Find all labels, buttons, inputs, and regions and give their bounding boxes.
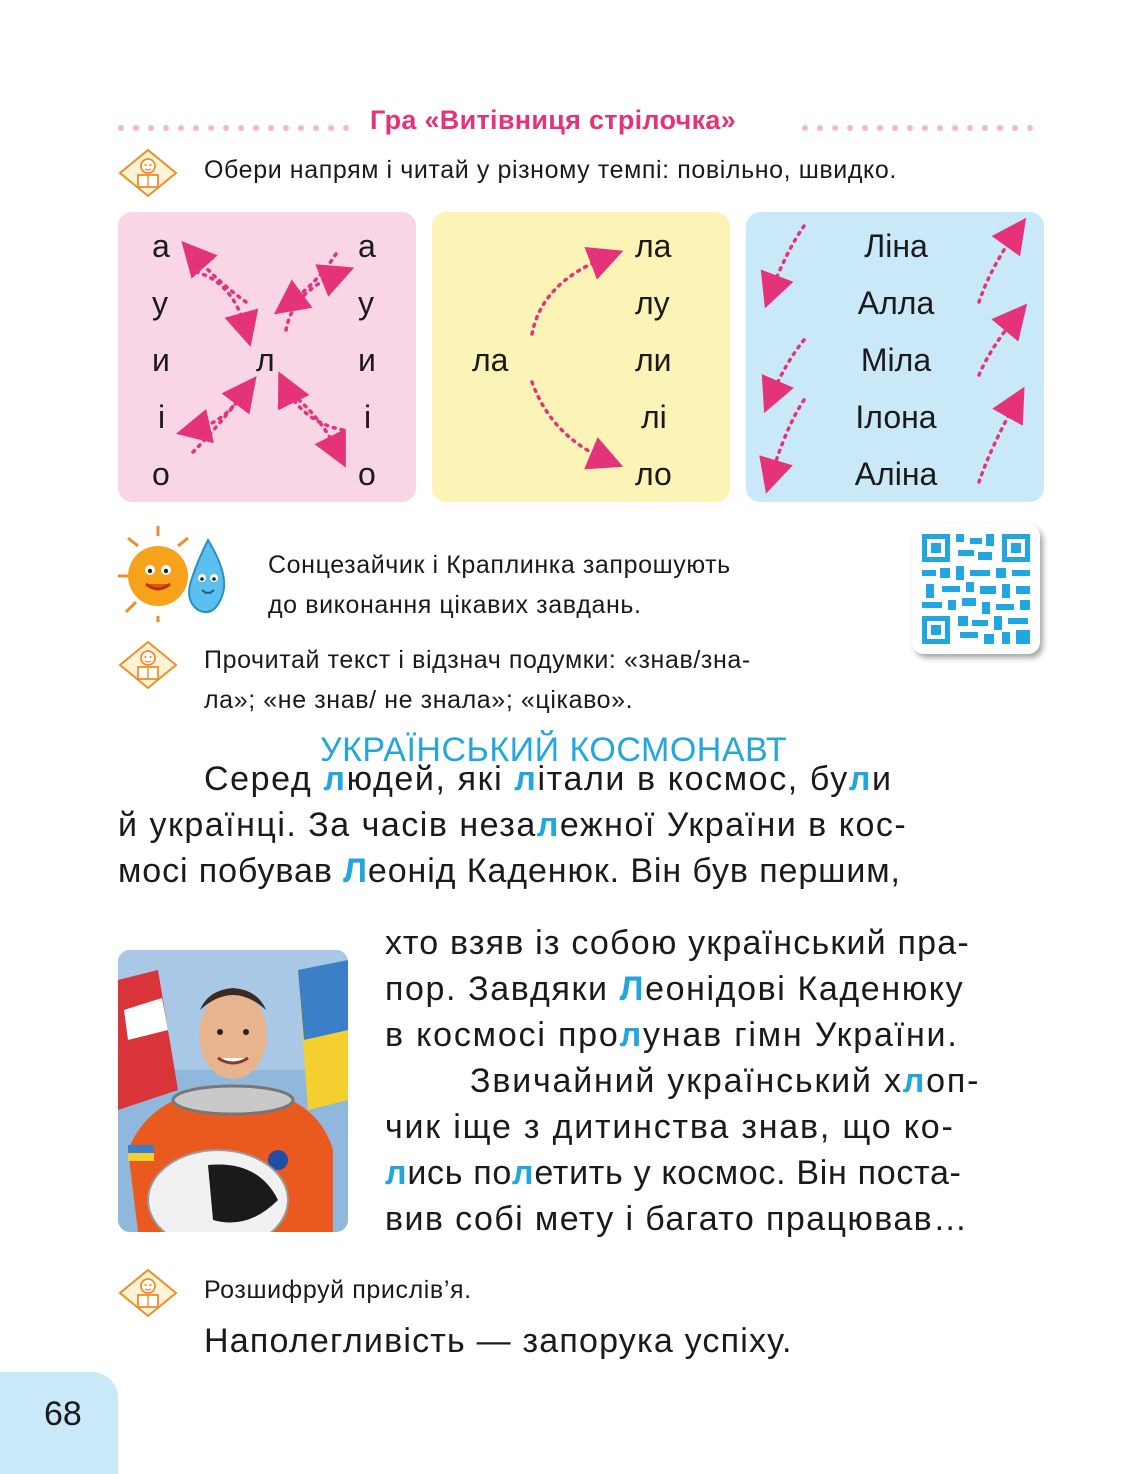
vowel-left: у [152,285,168,321]
page-number: 68 [44,1395,82,1433]
divider-dot [832,125,838,131]
syllable: лі [641,399,667,435]
divider-dot [223,125,229,131]
divider-dot [802,125,808,131]
qr-code-icon [912,524,1040,654]
mascots-text [268,545,731,625]
qr-code[interactable] [912,524,1040,654]
story-line: в космосі пролунав гімн України. [385,1016,959,1054]
mascots-text-line: Сонцезайчик і Краплинка запрошують [268,551,731,579]
name-item: Ліна [864,228,928,264]
syllable: лу [635,285,670,321]
divider-dot [892,125,898,131]
divider-dot [283,125,289,131]
divider-dot [328,125,334,131]
game-title: Гра «Витівниця стрілочка» [370,105,737,135]
divider-dot [238,125,244,131]
center-consonant: л [256,342,275,378]
story-line: мосі побував Леонід Каденюк. Він був першим, [118,852,901,890]
story-line: й українці. За часів незалежної України в кос- [118,806,908,844]
reading-child-icon [118,1268,178,1318]
task2-instruction [204,640,884,720]
divider-dot [952,125,958,131]
divider-dot [133,125,139,131]
vowel-left: а [152,228,170,264]
divider-dot [313,125,319,131]
task1-instruction: Обери напрям і читай у різному темпі: повільно, швидко. [204,156,897,184]
vowel-right: і [364,399,372,435]
divider-dot [118,125,124,131]
divider-dot [298,125,304,131]
vowel-panel [118,212,416,502]
vowel-left: о [152,456,170,492]
vowel-right: и [358,342,376,378]
divider-dot [208,125,214,131]
story-line: пор. Завдяки Леонідові Каденюку [385,970,965,1008]
story-line: Звичайний український хлоп- [470,1062,981,1100]
divider-dot [1027,125,1033,131]
divider-dot [148,125,154,131]
task2-line: ла»; «не знав/ не знала»; «цікаво». [204,686,634,714]
divider-dot [268,125,274,131]
sun-and-droplet-mascots-icon [118,526,238,622]
divider-dot [253,125,259,131]
divider-dot [1012,125,1018,131]
vowel-right: у [358,285,374,321]
divider-dot [178,125,184,131]
astronaut-image [118,950,348,1232]
task3-instruction: Розшифруй прислів’я. [204,1276,472,1304]
story-line: чик іще з дитинства знав, що ко- [385,1108,955,1146]
name-item: Аліна [854,456,938,492]
syllable-panel [432,212,730,502]
vowel-right: о [358,456,376,492]
divider-dot [967,125,973,131]
story-line: лись полетить у космос. Він поста- [385,1154,962,1192]
name-item: Алла [857,285,935,321]
story-title: УКРАЇНСЬКИЙ КОСМОНАВТ [320,731,788,769]
reading-child-icon [118,148,178,198]
divider-dot [982,125,988,131]
vowel-left: і [158,399,166,435]
divider-dot [907,125,913,131]
divider-dot [847,125,853,131]
reading-child-icon [118,640,178,690]
astronaut-photo [118,950,348,1232]
name-item: Міла [860,342,932,378]
syllable: ла [635,228,672,264]
divider-dot [877,125,883,131]
name-item: Ілона [855,399,937,435]
divider-dot [997,125,1003,131]
dotted-divider-right [802,118,1042,128]
divider-dot [163,125,169,131]
mascots-text-line: до виконання цікавих завдань. [268,591,642,619]
story-line: хто взяв із собою український пра- [385,924,970,962]
divider-dot [817,125,823,131]
dotted-divider-left [118,118,358,128]
names-panel [746,212,1044,502]
syllable: ло [635,456,672,492]
vowel-right: а [358,228,376,264]
syllable: ли [635,342,672,378]
task2-line: Прочитай текст і відзнач подумки: «знав/зна- [204,646,751,674]
divider-dot [862,125,868,131]
story-line: вив собі мету і багато працював… [385,1200,969,1238]
syllable-start: ла [472,342,509,378]
divider-dot [937,125,943,131]
divider-dot [343,125,349,131]
story-line: Серед людей, які літали в космос, були [204,760,893,798]
vowel-left: и [152,342,170,378]
proverb: Наполегливість — запорука успіху. [204,1322,793,1360]
divider-dot [193,125,199,131]
divider-dot [922,125,928,131]
